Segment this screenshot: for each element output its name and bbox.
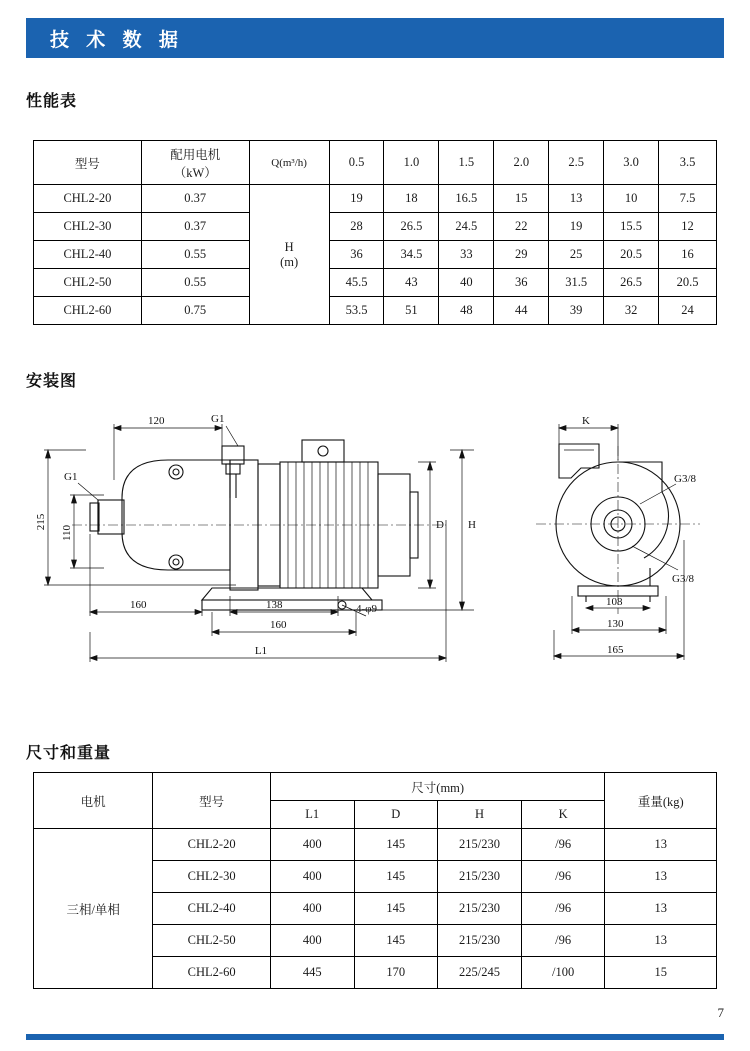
cell-model: CHL2-40 — [34, 241, 142, 269]
cell-D: 145 — [354, 861, 438, 893]
cell-K: /100 — [521, 957, 605, 989]
header-flow-3: 2.0 — [494, 141, 549, 185]
cell-K: /96 — [521, 861, 605, 893]
pump-chamber — [90, 460, 230, 570]
dim-160a-group — [90, 534, 202, 616]
cell-head-label — [249, 185, 329, 325]
cell-head: 36 — [494, 269, 549, 297]
header-flow: Q(m³/h) — [249, 141, 329, 185]
dim-215-label: 215 — [35, 513, 47, 531]
cell-head: 15.5 — [604, 213, 659, 241]
cell-head: 34.5 — [384, 241, 439, 269]
cell-model: CHL2-30 — [34, 213, 142, 241]
header-H: H — [438, 801, 522, 829]
header-flow-2: 1.5 — [439, 141, 494, 185]
dim-138-label: 138 — [266, 599, 283, 611]
cell-K: /96 — [521, 829, 605, 861]
cell-head: 16.5 — [439, 185, 494, 213]
dim-120-label: 120 — [148, 415, 165, 427]
cell-model: CHL2-50 — [153, 925, 271, 957]
cell-head: 44 — [494, 297, 549, 325]
cell-model: CHL2-20 — [34, 185, 142, 213]
cell-head: 10 — [604, 185, 659, 213]
cell-H: 215/230 — [438, 861, 522, 893]
table-row — [34, 185, 717, 213]
table-header-row — [34, 141, 717, 185]
table-row — [34, 213, 717, 241]
performance-section-heading: 性能表 — [26, 93, 78, 110]
header-model: 型号 — [34, 141, 142, 185]
header-weight: 重量(kg) — [605, 773, 717, 829]
cell-weight: 13 — [605, 893, 717, 925]
header-K: K — [521, 801, 605, 829]
cell-model: CHL2-30 — [153, 861, 271, 893]
bolt-note: 4-φ9 — [356, 603, 378, 615]
header-flow-0: 0.5 — [329, 141, 384, 185]
header-D: D — [354, 801, 438, 829]
cell-L1: 400 — [270, 861, 354, 893]
label-g1-left-group — [64, 471, 98, 500]
discharge-neck — [222, 446, 244, 498]
dim-120-group — [114, 413, 225, 480]
dim-L1-group — [90, 520, 446, 662]
cell-head: 20.5 — [604, 241, 659, 269]
cell-head: 25 — [549, 241, 604, 269]
dim-108-label: 108 — [606, 596, 623, 608]
cell-D: 145 — [354, 829, 438, 861]
cell-head: 7.5 — [659, 185, 717, 213]
cell-head: 31.5 — [549, 269, 604, 297]
label-g1-left: G1 — [64, 471, 78, 483]
bolt-top — [169, 465, 183, 479]
cell-head: 48 — [439, 297, 494, 325]
cell-head: 45.5 — [329, 269, 384, 297]
cell-head: 16 — [659, 241, 717, 269]
cell-head: 20.5 — [659, 269, 717, 297]
cell-L1: 400 — [270, 893, 354, 925]
cell-K: /96 — [521, 925, 605, 957]
cell-head: 39 — [549, 297, 604, 325]
label-g38-bottom: G3/8 — [672, 573, 694, 585]
label-g38-top: G3/8 — [674, 473, 696, 485]
header-motor-line2: （kW） — [173, 165, 217, 180]
header-motor-type: 电机 — [34, 773, 153, 829]
cell-head: 28 — [329, 213, 384, 241]
cell-head: 33 — [439, 241, 494, 269]
dimension-section-heading: 尺寸和重量 — [26, 745, 112, 762]
page-title: 技 术 数 据 — [50, 29, 184, 51]
table-row — [34, 829, 717, 861]
table-row — [34, 297, 717, 325]
installation-section-heading: 安装图 — [26, 373, 78, 390]
head-label-line1: H — [284, 239, 294, 254]
header-motor — [141, 141, 249, 185]
cell-head: 24.5 — [439, 213, 494, 241]
header-flow-5: 3.0 — [604, 141, 659, 185]
footer-bar — [26, 1034, 724, 1040]
header-flow-6: 3.5 — [659, 141, 717, 185]
table-row — [34, 269, 717, 297]
cell-head: 51 — [384, 297, 439, 325]
cell-D: 145 — [354, 925, 438, 957]
header-flow-1: 1.0 — [384, 141, 439, 185]
cell-H: 225/245 — [438, 957, 522, 989]
table-header-row-1 — [34, 773, 717, 801]
cell-head: 19 — [329, 185, 384, 213]
cell-weight: 13 — [605, 829, 717, 861]
dim-160b-group — [212, 612, 356, 636]
end-terminal-box — [559, 444, 599, 478]
cell-model: CHL2-50 — [34, 269, 142, 297]
cell-H: 215/230 — [438, 829, 522, 861]
head-label-line2: (m) — [280, 254, 299, 269]
header-motor-line1: 配用电机 — [170, 147, 221, 162]
base-plate — [202, 588, 382, 610]
cell-motor-type: 三相/单相 — [34, 829, 153, 989]
cell-head: 26.5 — [604, 269, 659, 297]
performance-table — [33, 140, 717, 325]
cell-D: 170 — [354, 957, 438, 989]
dim-L1-label: L1 — [254, 645, 268, 657]
cell-model: CHL2-20 — [153, 829, 271, 861]
terminal-box — [302, 440, 344, 462]
dim-130-label: 130 — [607, 618, 624, 630]
cell-L1: 400 — [270, 829, 354, 861]
cell-D: 145 — [354, 893, 438, 925]
cell-head: 22 — [494, 213, 549, 241]
cell-weight: 13 — [605, 925, 717, 957]
dim-108-group — [586, 596, 650, 611]
dim-160b-label: 160 — [270, 619, 287, 631]
cell-L1: 400 — [270, 925, 354, 957]
cell-head: 24 — [659, 297, 717, 325]
dim-K-label: K — [582, 415, 590, 427]
cell-head: 12 — [659, 213, 717, 241]
label-g1-top: G1 — [211, 413, 225, 425]
cell-head: 19 — [549, 213, 604, 241]
header-model: 型号 — [153, 773, 271, 829]
page-number: 7 — [717, 1005, 724, 1020]
bolt-bottom — [169, 555, 183, 569]
dim-165-label: 165 — [607, 644, 624, 656]
cell-head: 32 — [604, 297, 659, 325]
cell-head: 53.5 — [329, 297, 384, 325]
cell-weight: 15 — [605, 957, 717, 989]
cell-head: 43 — [384, 269, 439, 297]
cell-head: 29 — [494, 241, 549, 269]
cell-head: 15 — [494, 185, 549, 213]
label-g38-top-group — [640, 473, 697, 504]
cell-model: CHL2-60 — [153, 957, 271, 989]
cell-motor: 0.37 — [141, 185, 249, 213]
cell-head: 26.5 — [384, 213, 439, 241]
dimension-table — [33, 772, 717, 989]
dim-138-group — [230, 596, 338, 616]
cell-motor: 0.55 — [141, 241, 249, 269]
dim-K-group — [559, 415, 618, 460]
installation-drawing — [26, 400, 726, 700]
header-L1: L1 — [270, 801, 354, 829]
cell-motor: 0.75 — [141, 297, 249, 325]
label-H: H — [468, 519, 476, 531]
cell-H: 215/230 — [438, 893, 522, 925]
dim-160a-label: 160 — [130, 599, 147, 611]
cell-model: CHL2-40 — [153, 893, 271, 925]
cell-K: /96 — [521, 893, 605, 925]
label-g38-bottom-group — [632, 546, 695, 585]
header-flow-4: 2.5 — [549, 141, 604, 185]
cell-motor: 0.55 — [141, 269, 249, 297]
cell-head: 18 — [384, 185, 439, 213]
cell-head: 36 — [329, 241, 384, 269]
motor-housing — [280, 440, 418, 588]
label-D: D — [436, 519, 444, 531]
cell-L1: 445 — [270, 957, 354, 989]
dim-110-label: 110 — [61, 524, 73, 542]
cell-H: 215/230 — [438, 925, 522, 957]
header-size-group: 尺寸(mm) — [270, 773, 605, 801]
cell-head: 13 — [549, 185, 604, 213]
page-header-banner — [26, 18, 724, 58]
cell-motor: 0.37 — [141, 213, 249, 241]
cell-weight: 13 — [605, 861, 717, 893]
cell-head: 40 — [439, 269, 494, 297]
table-row — [34, 241, 717, 269]
cell-model: CHL2-60 — [34, 297, 142, 325]
